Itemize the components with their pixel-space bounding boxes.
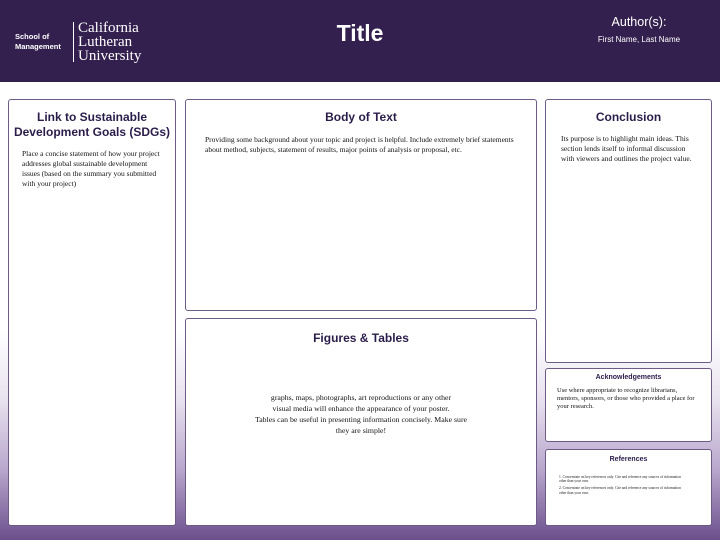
poster-header (0, 0, 720, 82)
logo-univ-line2: Lutheran (78, 34, 133, 50)
conclusion-panel-text: Its purpose is to highlight main ideas. This section lends itself to informal discussion with viewers and outlines the project value. (561, 134, 692, 163)
authors-names: First Name, Last Name (597, 35, 681, 44)
figures-line4: they are simple! (335, 426, 387, 435)
reference-item: 2. Concentrate on key references only. Cite and reference any sources of information other than your own. (559, 486, 681, 495)
acknowledgements-panel (545, 368, 712, 442)
university-logo (78, 21, 141, 63)
logo-univ-line3: University (78, 48, 142, 64)
logo-school-line1: School of (15, 32, 50, 41)
references-panel (545, 449, 712, 526)
references-list (559, 475, 681, 495)
logo-school-line2: Management (15, 42, 61, 51)
figures-line3: Tables can be useful in presenting information concisely. Make sure (255, 415, 467, 424)
acknowledgements-text: Use where appropriate to recognize librarians, mentors, sponsors, or those who provided a place for your research. (557, 387, 695, 410)
figures-line1: graphs, maps, photographs, art reproductions or any other (270, 393, 452, 402)
figures-panel (185, 318, 537, 526)
acknowledgements-title: Acknowledgements (595, 374, 662, 381)
logo-divider (73, 22, 74, 62)
figures-line2: visual media will enhance the appearance of your poster. (272, 404, 450, 413)
references-title: References (609, 456, 648, 463)
figures-panel-text (186, 392, 536, 436)
authors-label: Author(s): (611, 15, 667, 29)
sdg-panel-title (9, 110, 175, 140)
body-panel (185, 99, 537, 311)
sdg-panel-body: Place a concise statement of how your project addresses global sustainable development issues (based on the summary you submitted with your project) (22, 149, 160, 188)
body-panel-text: Providing some background about your topic and project is helpful. Include extremely brief statements about method, subjects, statement of results, major points of analysis or proposal, etc. (205, 135, 514, 154)
figures-panel-title: Figures & Tables (313, 331, 409, 345)
school-of-management-logo (15, 32, 61, 52)
reference-item: 1. Concentrate on key references only. Cite and reference any sources of information other than your own. (559, 475, 681, 484)
poster-title: Title (336, 20, 384, 46)
sdg-title-line2: Development Goals (SDGs) (13, 125, 171, 139)
conclusion-panel-title: Conclusion (595, 110, 662, 124)
sdg-title-line1: Link to Sustainable (36, 110, 147, 124)
body-panel-title: Body of Text (325, 110, 397, 124)
conclusion-panel (545, 99, 712, 363)
logo-univ-line1: California (78, 20, 139, 36)
sdg-panel (8, 99, 176, 526)
